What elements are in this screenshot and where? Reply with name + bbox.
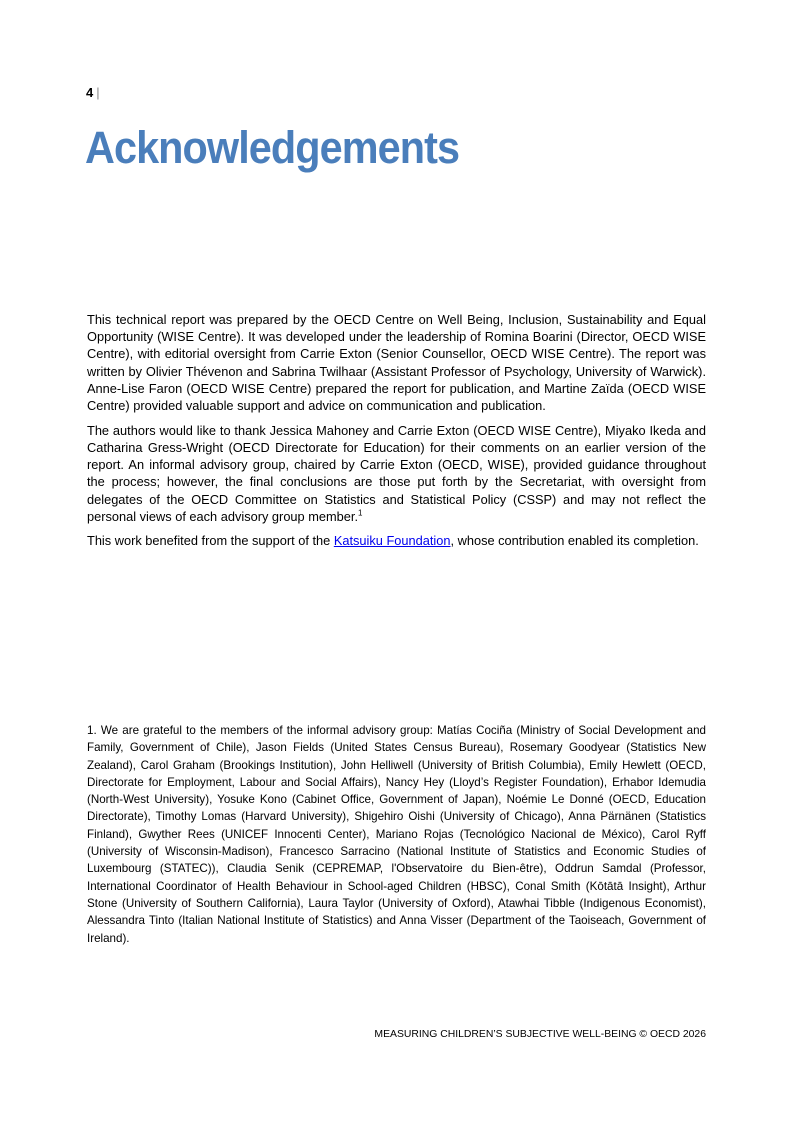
footnote [87,722,706,947]
page-number-separator: | [96,85,100,100]
footnote-reference[interactable]: 1 [358,508,363,518]
footnote-text: 1. We are grateful to the members of the informal advisory group: Matías Cociña (Ministry of Social Development and Family, Government of Chile), Jason Fields (United States Census Bureau), Rosemary Goodyear (Statistics New Zealand), Carol Graham (Brookings Institution), John Helliwell (University of British Columbia), Emily Hewlett (OECD, Directorate for Employment, Labour and Social Affairs), Nancy Hey (Lloyd’s Register Foundation), Erhabor Idemudia (North-West University), Yosuke Kono (Cabinet Office, Government of Japan), Noémie Le Donné (OECD, Education Directorate), Timothy Lomas (Harvard University), Shigehiro Oishi (University of Chicago), Anna Pärnänen (Statistics Finland), Gwyther Rees (UNICEF Innocenti Center), Mariano Rojas (Tecnológico Nacional de México), Carol Ryff (University of Wisconsin-Madison), Francesco Sarracino (National Institute of Statistics and Economic Studies of Luxembourg (STATEC)), Claudia Senik (CEPREMAP, l'Observatoire du Bien-être), Oddrun Samdal (Professor, International Coordinator of Health Behaviour in School-aged Children (HBSC), Conal Smith (Kōtātā Insight), Arthur Stone (University of Southern California), Laura Taylor (University of Oxford), Atawhai Tibble (Indigenous Economist), Alessandra Tinto (Italian National Institute of Statistics) and Anna Visser (Department of the Taoiseach, Government of Ireland). [87,724,706,945]
page-title: Acknowledgements [85,122,460,173]
page-footer: MEASURING CHILDREN’S SUBJECTIVE WELL-BEING © OECD 2026 [374,1029,706,1040]
page-number [86,85,100,100]
paragraph-support-after: , whose contribution enabled its completion. [450,533,699,549]
paragraph-preparation: This technical report was prepared by the OECD Centre on Well Being, Inclusion, Sustainability and Equal Opportunity (WISE Centre). It was developed under the leadership of Romina Boarini (Director, OECD WISE Centre), with editorial oversight from Carrie Exton (Senior Counsellor, OECD WISE Centre). The report was written by Olivier Thévenon and Sabrina Twilhaar (Assistant Professor of Psychology, University of Warwick). Anne-Lise Faron (OECD WISE Centre) prepared the report for publication, and Martine Zaïda (OECD WISE Centre) provided valuable support and advice on communication and publication. [87,312,706,414]
katsuiku-foundation-link[interactable]: Katsuiku Foundation [333,533,451,549]
acknowledgements-body [87,311,706,557]
paragraph-thanks [87,422,706,525]
paragraph-thanks-text: The authors would like to thank Jessica Mahoney and Carrie Exton (OECD WISE Centre), Miyako Ikeda and Catharina Gress-Wright (OECD Directorate for Education) for their comments on an earlier version of the report. An informal advisory group, chaired by Carrie Exton (OECD, WISE), provided guidance throughout the process; however, the final conclusions are those put forth by the Secretariat, with oversight from delegates of the OECD Committee on Statistics and Statistical Policy (CSSP) and may not reflect the personal views of each advisory group member. [87,422,706,524]
paragraph-support [87,532,706,549]
page-number-value: 4 [86,85,94,100]
paragraph-support-before: This work benefited from the support of the [87,533,334,549]
